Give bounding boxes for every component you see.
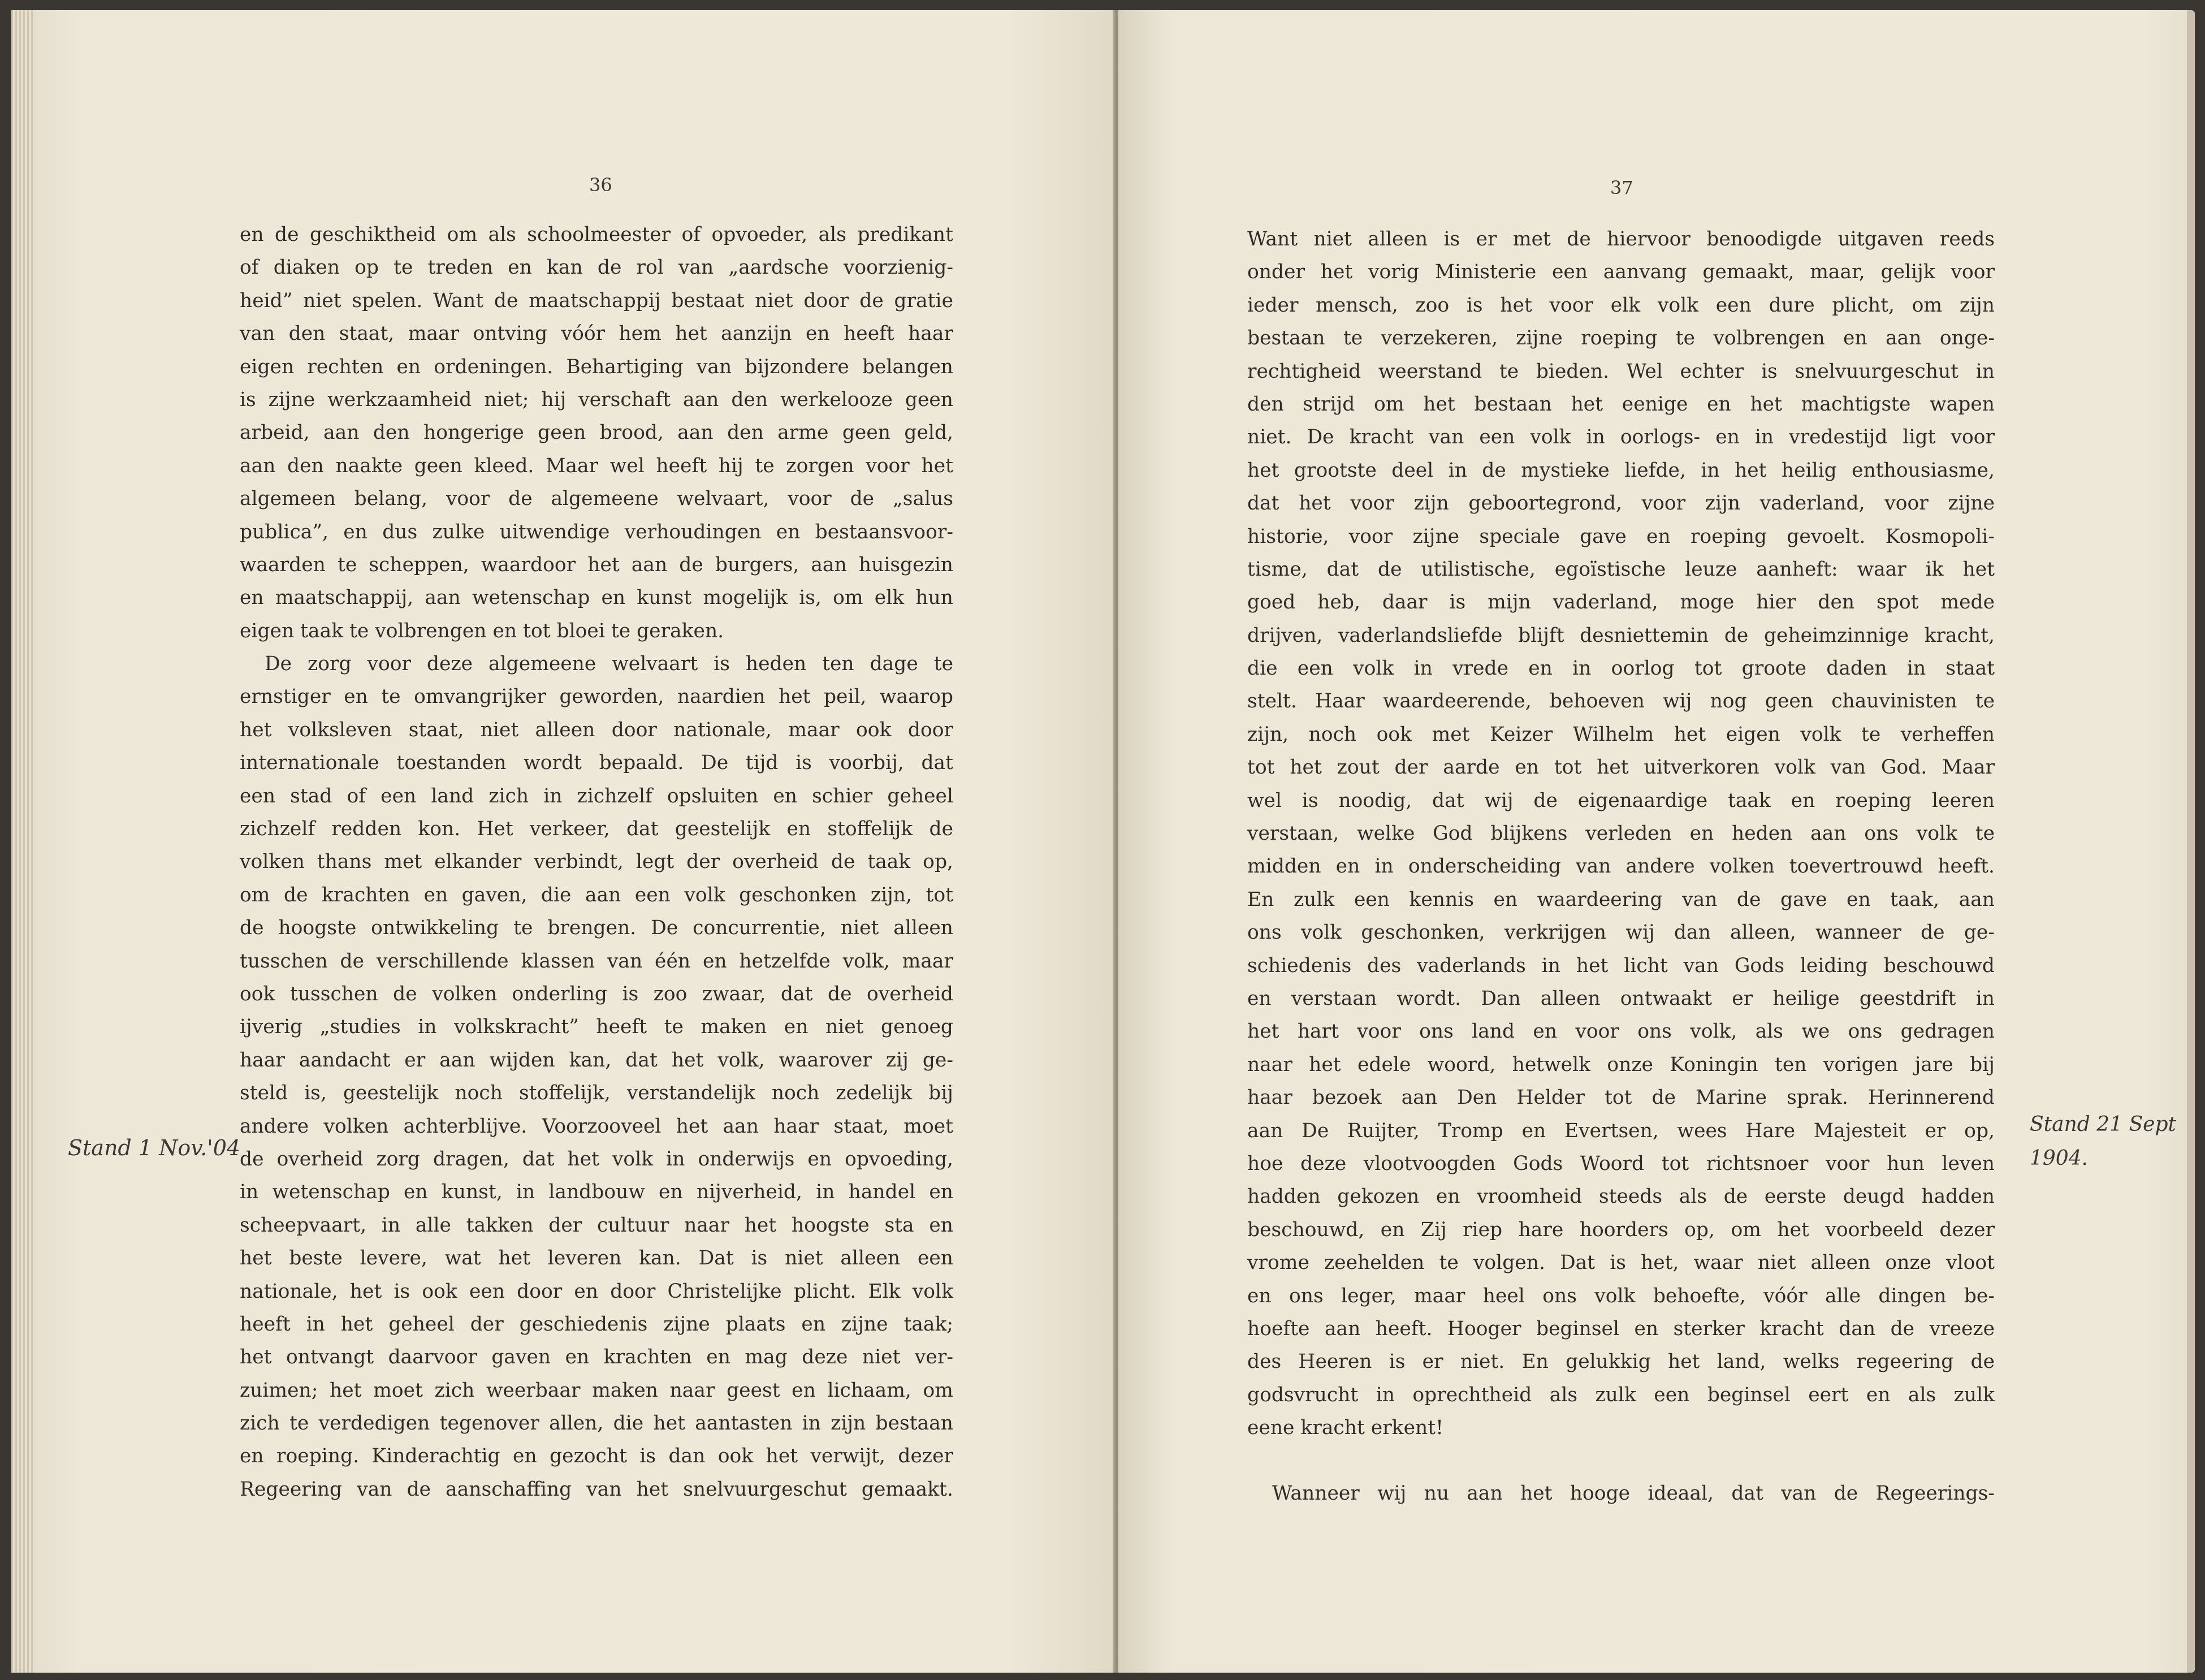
paragraph-gap — [1247, 1444, 1995, 1477]
right-page-text — [1247, 223, 1995, 1510]
text-line: volken thans met elkander verbindt, legt der overheid de taak op, — [240, 850, 953, 874]
text-line: scheepvaart, in alle takken der cultuur naar het hoogste sta en — [240, 1213, 953, 1237]
text-line: steld is, geestelijk noch stoffelijk, verstandelijk noch zedelijk bij — [240, 1082, 953, 1105]
text-line: haar aandacht er aan wijden kan, dat het volk, waarover zij ge- — [240, 1048, 953, 1072]
text-line: de overheid zorg dragen, dat het volk in onderwijs en opvoeding, — [240, 1147, 953, 1171]
text-line: wel is noodig, dat wij de eigenaardige taak en roeping leeren — [1247, 789, 1995, 812]
text-line: heeft in het geheel der geschiedenis zijne plaats en zijne taak; — [240, 1312, 953, 1336]
text-line: eigen taak te volbrengen en tot bloei te geraken. — [240, 619, 724, 642]
page-number-left: 36 — [589, 174, 612, 196]
text-line: beschouwd, en Zij riep hare hoorders op, om het voorbeeld dezer — [1247, 1218, 1995, 1241]
text-line: Wanneer wij nu aan het hooge ideaal, dat van de Regeerings- — [1272, 1482, 1995, 1505]
text-line: midden en in onderscheiding van andere volken toevertrouwd heeft. — [1247, 855, 1995, 878]
text-line: aan den naakte geen kleed. Maar wel heeft hij te zorgen voor het — [240, 454, 953, 477]
text-line: aan De Ruijter, Tromp en Evertsen, wees Hare Majesteit er op, — [1247, 1119, 1995, 1142]
handwritten-margin-note-right-line1: Stand 21 Sept — [2030, 1113, 2176, 1136]
text-line: verstaan, welke God blijkens verleden en heden aan ons volk te — [1247, 822, 1995, 845]
text-line: de hoogste ontwikkeling te brengen. De concurrentie, niet alleen — [240, 917, 953, 940]
text-line: zuimen; het moet zich weerbaar maken naar geest en lichaam, om — [240, 1379, 953, 1402]
text-line: het hart voor ons land en voor ons volk, als we ons gedragen — [1247, 1020, 1995, 1043]
book-spread — [11, 10, 2195, 1673]
text-line: en roeping. Kinderachtig en gezocht is dan ook het verwijt, dezer — [240, 1445, 953, 1468]
text-line: nationale, het is ook een door en door Christelijke plicht. Elk volk — [240, 1280, 953, 1303]
text-line: die een volk in vrede en in oorlog tot groote daden in staat — [1247, 657, 1995, 680]
text-line: En zulk een kennis en waardeering van de gave en taak, aan — [1247, 888, 1995, 911]
handwritten-margin-note-left: Stand 1 Nov.'04 — [68, 1135, 241, 1160]
text-line: drijven, vaderlandsliefde blijft desniettemin de geheimzinnige kracht, — [1247, 624, 1995, 647]
text-line: hoe deze vlootvoogden Gods Woord tot richtsnoer voor hun leven — [1247, 1152, 1995, 1175]
text-line: van den staat, maar ontving vóór hem het aanzijn en heeft haar — [240, 322, 953, 345]
handwritten-margin-note-right-line2: 1904. — [2030, 1147, 2089, 1170]
text-line: stelt. Haar waardeerende, behoeven wij nog geen chauvinisten te — [1247, 690, 1995, 713]
text-line: den strijd om het bestaan het eenige en het machtigste wapen — [1247, 392, 1995, 416]
text-line: goed heb, daar is mijn vaderland, moge hier den spot mede — [1247, 591, 1995, 614]
text-line: zijn, noch ook met Keizer Wilhelm het eigen volk te verheffen — [1247, 723, 1995, 746]
left-page-text — [240, 218, 953, 1506]
text-line: schiedenis des vaderlands in het licht van Gods leiding beschouwd — [1247, 954, 1995, 977]
text-line: andere volken achterblijve. Voorzooveel het aan haar staat, moet — [240, 1115, 953, 1138]
text-line: of diaken op te treden en kan de rol van „aardsche voorzienig- — [240, 256, 953, 279]
text-line: en de geschiktheid om als schoolmeester of opvoeder, als predikant — [240, 223, 953, 246]
text-line: dat het voor zijn geboortegrond, voor zijn vaderland, voor zijne — [1247, 492, 1995, 515]
text-line: Want niet alleen is er met de hiervoor benoodigde uitgaven reeds — [1247, 228, 1995, 251]
text-line: rechtigheid weerstand te bieden. Wel echter is snelvuurgeschut in — [1247, 360, 1995, 383]
page-number-right: 37 — [1610, 177, 1633, 198]
text-line: bestaan te verzekeren, zijne roeping te volbrengen en aan onge- — [1247, 327, 1995, 350]
text-line: zich te verdedigen tegenover allen, die het aantasten in zijn bestaan — [240, 1412, 953, 1435]
text-line: tusschen de verschillende klassen van één en hetzelfde volk, maar — [240, 949, 953, 973]
text-line: en ons leger, maar heel ons volk behoefte, vóór alle dingen be- — [1247, 1284, 1995, 1307]
text-line: naar het edele woord, hetwelk onze Koningin ten vorigen jare bij — [1247, 1053, 1995, 1076]
text-line: het ontvangt daarvoor gaven en krachten en mag deze niet ver- — [240, 1346, 953, 1369]
text-line: arbeid, aan den hongerige geen brood, aan den arme geen geld, — [240, 421, 953, 444]
text-line: vrome zeehelden te volgen. Dat is het, waar niet alleen onze vloot — [1247, 1251, 1995, 1275]
text-line: algemeen belang, voor de algemeene welvaart, voor de „salus — [240, 487, 953, 511]
text-line: eene kracht erkent! — [1247, 1416, 1443, 1440]
text-line: internationale toestanden wordt bepaald. De tijd is voorbij, dat — [240, 752, 953, 775]
left-page — [34, 10, 1115, 1673]
text-line: in wetenschap en kunst, in landbouw en nijverheid, in handel en — [240, 1181, 953, 1204]
page-edges — [11, 10, 34, 1673]
text-line: het grootste deel in de mystieke liefde, in het heilig enthousiasme, — [1247, 459, 1995, 482]
text-line: het beste levere, wat het leveren kan. Dat is niet alleen een — [240, 1247, 953, 1270]
text-line: des Heeren is er niet. En gelukkig het land, welks regeering de — [1247, 1350, 1995, 1374]
text-line: eigen rechten en ordeningen. Behartiging van bijzondere belangen — [240, 355, 953, 378]
text-line: ernstiger en te omvangrijker geworden, naardien het peil, waarop — [240, 685, 953, 709]
text-line: waarden te scheppen, waardoor het aan de burgers, aan huisgezin — [240, 553, 953, 576]
text-line: De zorg voor deze algemeene welvaart is heden ten dage te — [265, 653, 953, 676]
text-line: is zijne werkzaamheid niet; hij verschaft aan den werkelooze geen — [240, 388, 953, 411]
text-line: tot het zout der aarde en tot het uitverkoren volk van God. Maar — [1247, 756, 1995, 779]
text-line: ons volk geschonken, verkrijgen wij dan alleen, wanneer de ge- — [1247, 921, 1995, 944]
text-line: haar bezoek aan Den Helder tot de Marine sprak. Herinnerend — [1247, 1086, 1995, 1109]
text-line: ieder mensch, zoo is het voor elk volk een dure plicht, om zijn — [1247, 293, 1995, 317]
text-line: heid” niet spelen. Want de maatschappij bestaat niet door de gratie — [240, 289, 953, 312]
text-line: zichzelf redden kon. Het verkeer, dat geestelijk en stoffelijk de — [240, 818, 953, 841]
text-line: niet. De kracht van een volk in oorlogs- en in vredestijd ligt voor — [1247, 426, 1995, 449]
text-line: ijverig „studies in volkskracht” heeft te maken en niet genoeg — [240, 1016, 953, 1039]
text-line: hadden gekozen en vroomheid steeds als de eerste deugd hadden — [1247, 1185, 1995, 1208]
text-line: publica”, en dus zulke uitwendige verhoudingen en bestaansvoor- — [240, 520, 953, 543]
right-page — [1118, 10, 2187, 1673]
text-line: godsvrucht in oprechtheid als zulk een beginsel eert en als zulk — [1247, 1383, 1995, 1406]
text-line: hoefte aan heeft. Hooger beginsel en sterker kracht dan de vreeze — [1247, 1317, 1995, 1340]
text-line: historie, voor zijne speciale gave en roeping gevoelt. Kosmopoli- — [1247, 525, 1995, 548]
text-line: een stad of een land zich in zichzelf opsluiten en schier geheel — [240, 784, 953, 807]
text-line: om de krachten en gaven, die aan een volk geschonken zijn, tot — [240, 883, 953, 906]
text-line: onder het vorig Ministerie een aanvang gemaakt, maar, gelijk voor — [1247, 261, 1995, 284]
text-line: tisme, dat de utilistische, egoïstische leuze aanheft: waar ik het — [1247, 558, 1995, 581]
text-line: ook tusschen de volken onderling is zoo zwaar, dat de overheid — [240, 982, 953, 1005]
text-line: en verstaan wordt. Dan alleen ontwaakt er heilige geestdrift in — [1247, 987, 1995, 1010]
text-line: en maatschappij, aan wetenschap en kunst mogelijk is, om elk hun — [240, 586, 953, 610]
text-line: Regeering van de aanschaffing van het snelvuurgeschut gemaakt. — [240, 1478, 953, 1501]
text-line: het volksleven staat, niet alleen door nationale, maar ook door — [240, 718, 953, 741]
